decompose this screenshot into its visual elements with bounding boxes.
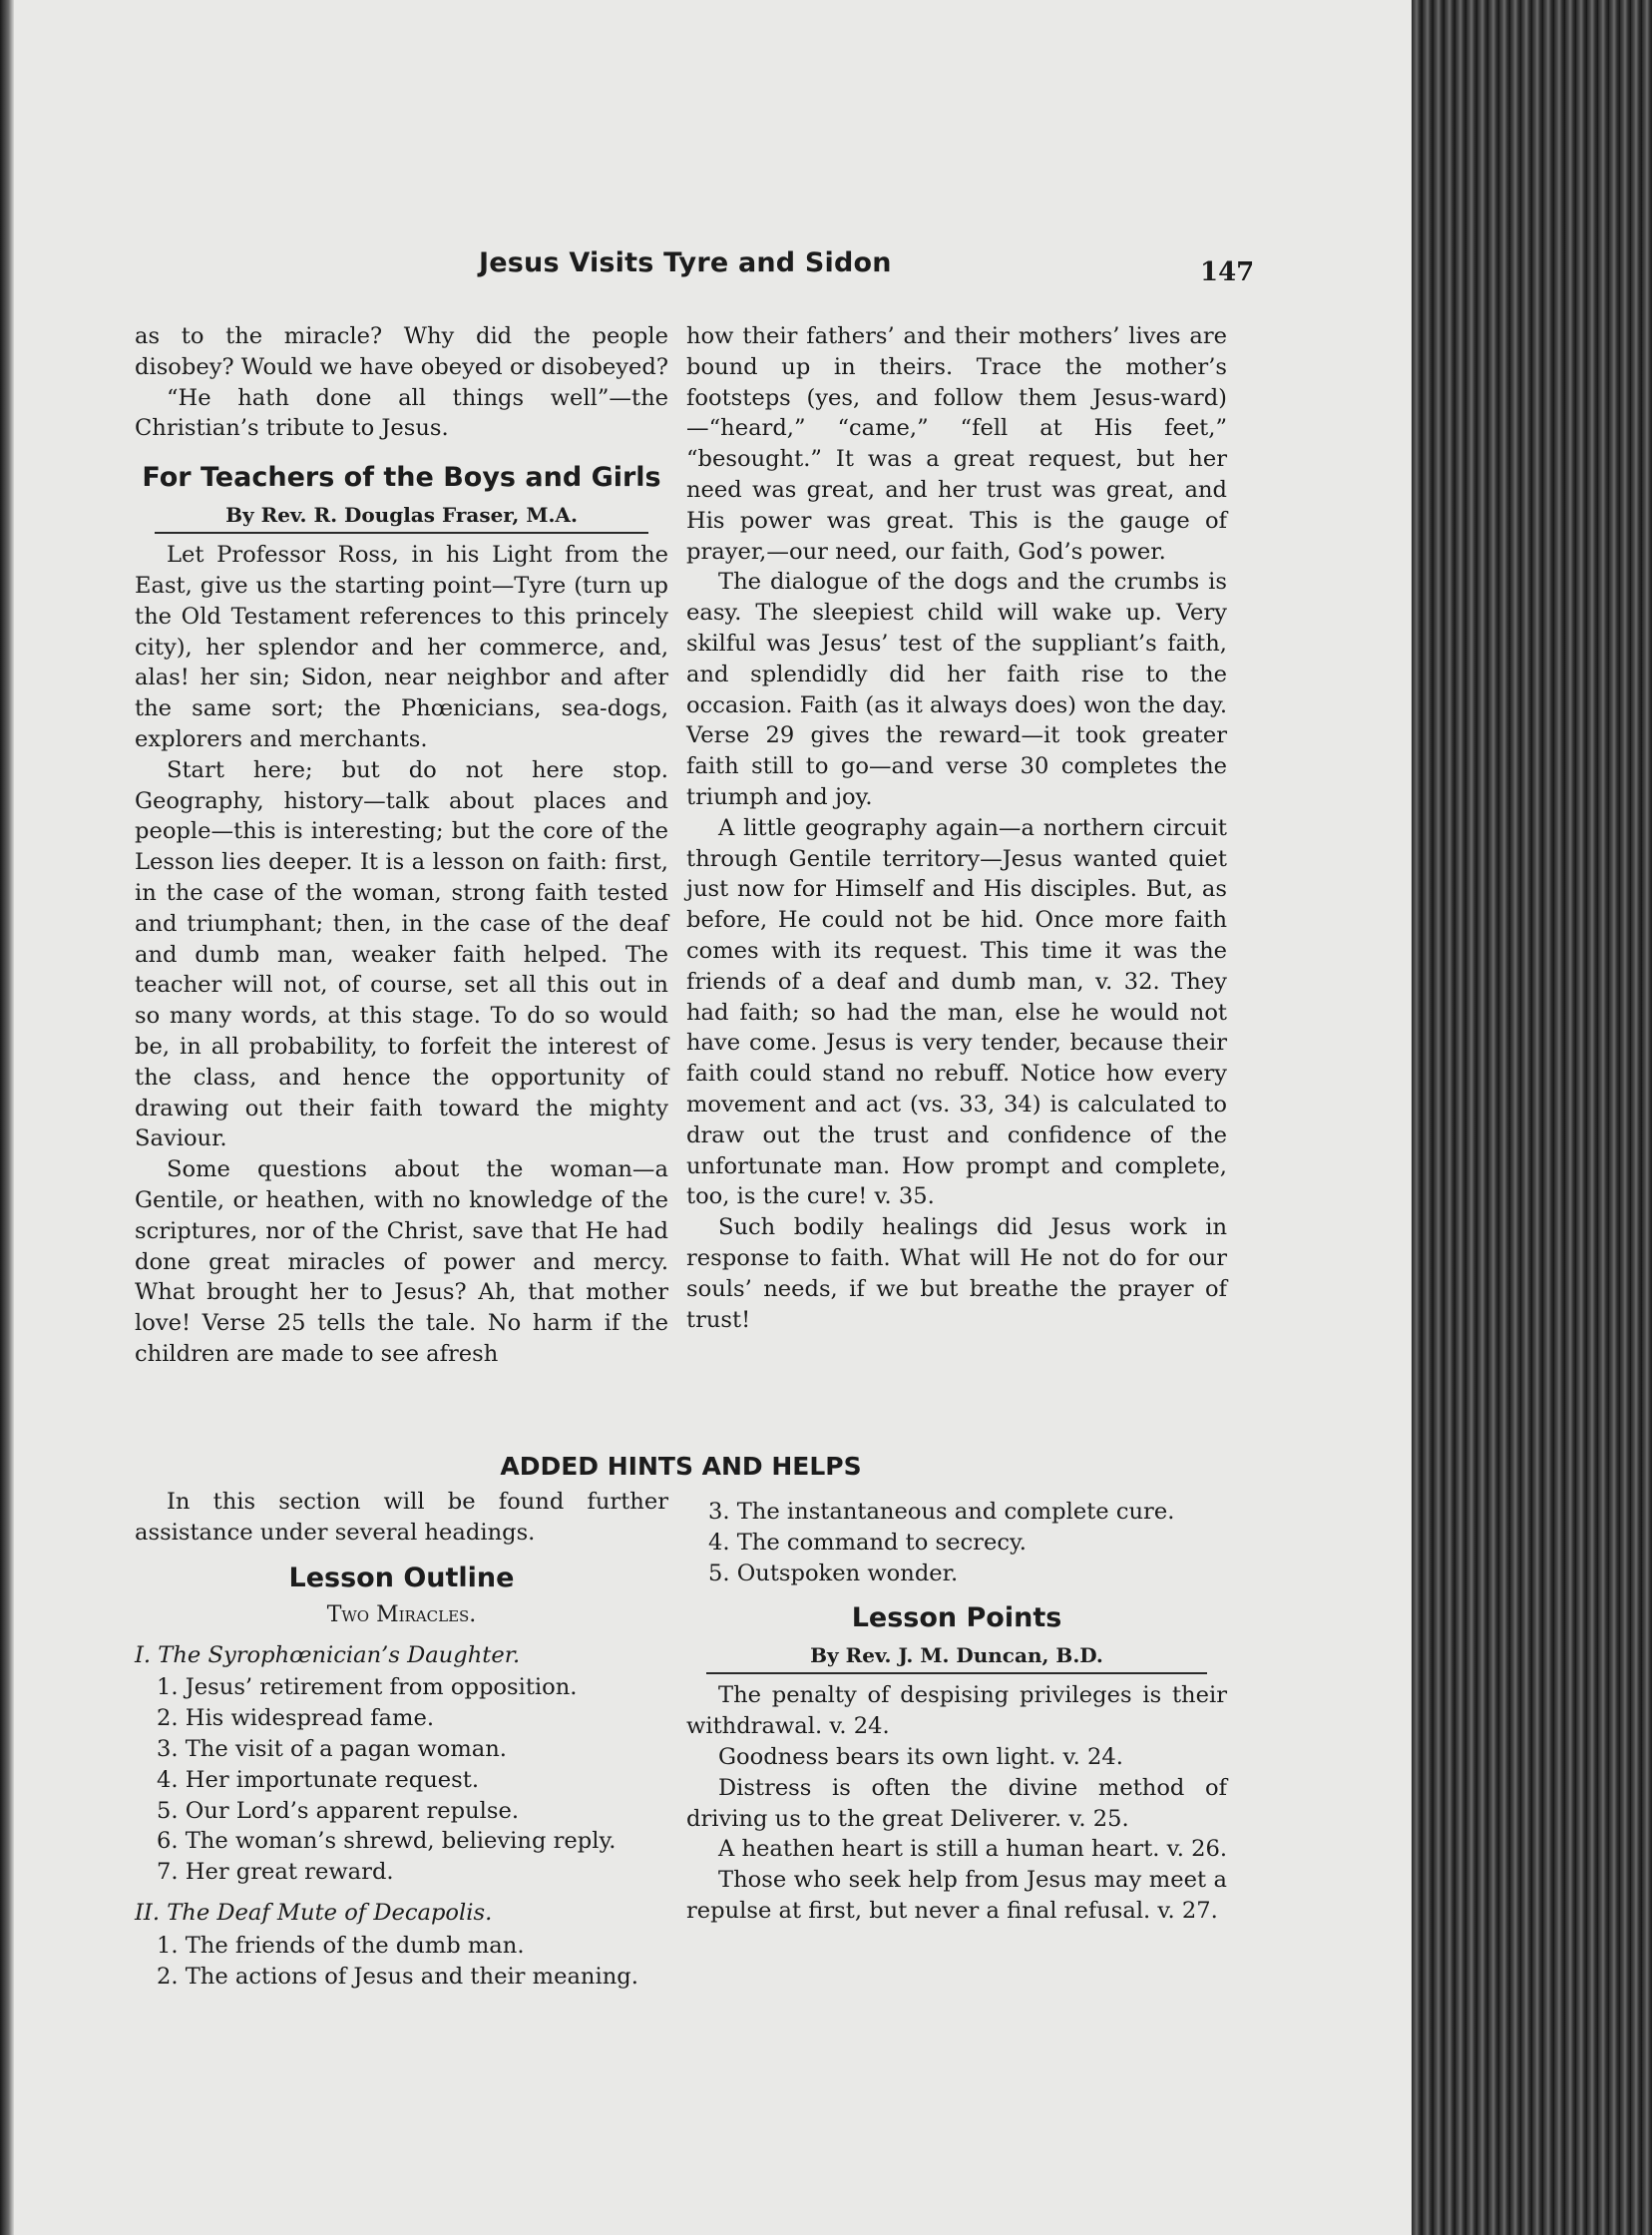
list-item: 6. The woman’s shrewd, believing reply. (157, 1828, 617, 1855)
added-hints-heading: ADDED HINTS AND HELPS (500, 1452, 862, 1481)
paragraph: Some questions about the woman—a Gentile, or heathen, with no knowledge of the scriptures, nor of the Christ, save that He had done great miracles of power and mercy. What brought her to Jesus? Ah, that mother love! Verse 25 tells the tale. No harm if the children are made to see afresh (135, 1156, 668, 1367)
left-column (135, 321, 668, 1370)
list-item: 4. The command to secrecy. (708, 1529, 1027, 1556)
lesson-outline-subtitle: Two Miracles. (326, 1601, 477, 1627)
paragraph: how their fathers’ and their mothers’ lives are bound up in theirs. Trace the mother’s footsteps (yes, and follow them Jesus-ward) —“heard,” “came,” “fell at His feet,” “besought.” It was a great request, but her need was great, and her trust was great, and His power was great. This is the gauge of prayer,—our need, our faith, God’s power. (686, 323, 1227, 565)
paragraph: The dialogue of the dogs and the crumbs is easy. The sleepiest child will wake up. Very skilful was Jesus’ test of the suppliant’s faith, and splendidly did her faith rise to the occasion. Faith (as it always does) won the day. Verse 29 gives the reward—it took greater faith still to go—and verse 30 completes the triumph and joy. (686, 569, 1227, 810)
book-page-edges (1412, 0, 1652, 2235)
paragraph: Distress is often the divine method of driving us to the great Deliverer. v. 25. (686, 1774, 1227, 1832)
list-item: 5. Our Lord’s apparent repulse. (157, 1797, 520, 1824)
lesson-points-column (686, 1497, 1227, 1927)
paragraph: Start here; but do not here stop. Geography, history—talk about places and people—this is interesting; but the core of the Lesson lies deeper. It is a lesson on faith: first, in the case of the woman, strong faith tested and triumphant; then, in the case of the deaf and dumb man, weaker faith helped. The teacher will not, of course, set all this out in so many words, at this stage. To do so would be, in all probability, to forfeit the interest of the class, and hence the opportunity of drawing out their faith toward the mighty Saviour. (135, 756, 668, 1152)
list-item: 2. The actions of Jesus and their meaning. (157, 1963, 638, 1990)
running-head: Jesus Visits Tyre and Sidon (479, 247, 892, 278)
section-title: For Teachers of the Boys and Girls (142, 462, 661, 494)
lesson-points-title: Lesson Points (851, 1602, 1062, 1634)
list-item: 2. His widespread fame. (157, 1705, 434, 1732)
list-item: 3. The instantaneous and complete cure. (708, 1499, 1175, 1525)
list-item: 5. Outspoken wonder. (708, 1560, 959, 1586)
outline-list (686, 1497, 1227, 1588)
paragraph: “He hath done all things well”—the Christian’s tribute to Jesus. (135, 384, 668, 442)
lesson-outline-title: Lesson Outline (288, 1562, 515, 1593)
outline-list (135, 1672, 668, 1888)
right-column (686, 321, 1227, 1335)
paragraph: as to the miracle? Why did the people disobey? Would we have obeyed or disobeyed? (135, 323, 668, 380)
list-item: 1. Jesus’ retirement from opposition. (157, 1674, 578, 1701)
paragraph: Goodness bears its own light. v. 24. (718, 1743, 1123, 1770)
paragraph: Such bodily healings did Jesus work in response to faith. What will He not do for our souls’ needs, if we but breathe the prayer of trust! (686, 1214, 1227, 1333)
list-item: 1. The friends of the dumb man. (157, 1932, 525, 1959)
paragraph: In this section will be found further assistance under several headings. (135, 1489, 668, 1546)
outline-part-title: I. The Syrophœnician’s Daughter. (135, 1641, 521, 1668)
paragraph: A little geography again—a northern circuit through Gentile territory—Jesus wanted quiet just now for Himself and His disciples. But, as before, He could not be hid. Once more faith comes with its request. This time it was the friends of a deaf and dumb man, v. 32. They had faith; so had the man, else he would not have come. Jesus is very tender, because their faith could stand no rebuff. Notice how every movement and act (vs. 33, 34) is calculated to draw out the trust and confidence of the unfortunate man. How prompt and complete, too, is the cure! v. 35. (686, 814, 1227, 1210)
list-item: 3. The visit of a pagan woman. (157, 1735, 507, 1762)
paragraph: Those who seek help from Jesus may meet a repulse at first, but never a final refusal. v. 27. (686, 1867, 1227, 1924)
lesson-outline-column (135, 1487, 668, 1992)
paragraph: Let Professor Ross, in his Light from the East, give us the starting point—Tyre (turn up the Old Testament references to this princely city), her splendor and her commerce, and, alas! her sin; Sidon, near neighbor and after the same sort; the Phœnicians, sea-dogs, explorers and merchants. (135, 542, 668, 752)
list-item: 4. Her importunate request. (157, 1766, 480, 1793)
outline-part-title: II. The Deaf Mute of Decapolis. (135, 1899, 493, 1926)
list-item: 7. Her great reward. (157, 1859, 394, 1886)
page-number: 147 (1200, 257, 1255, 287)
byline: By Rev. J. M. Duncan, B.D. (706, 1640, 1207, 1674)
paragraph: The penalty of despising privileges is their withdrawal. v. 24. (686, 1682, 1227, 1740)
outline-list (135, 1931, 668, 1993)
paragraph: A heathen heart is still a human heart. v. 26. (718, 1836, 1228, 1863)
page-gutter-shadow (0, 0, 14, 2235)
byline: By Rev. R. Douglas Fraser, M.A. (155, 500, 648, 534)
